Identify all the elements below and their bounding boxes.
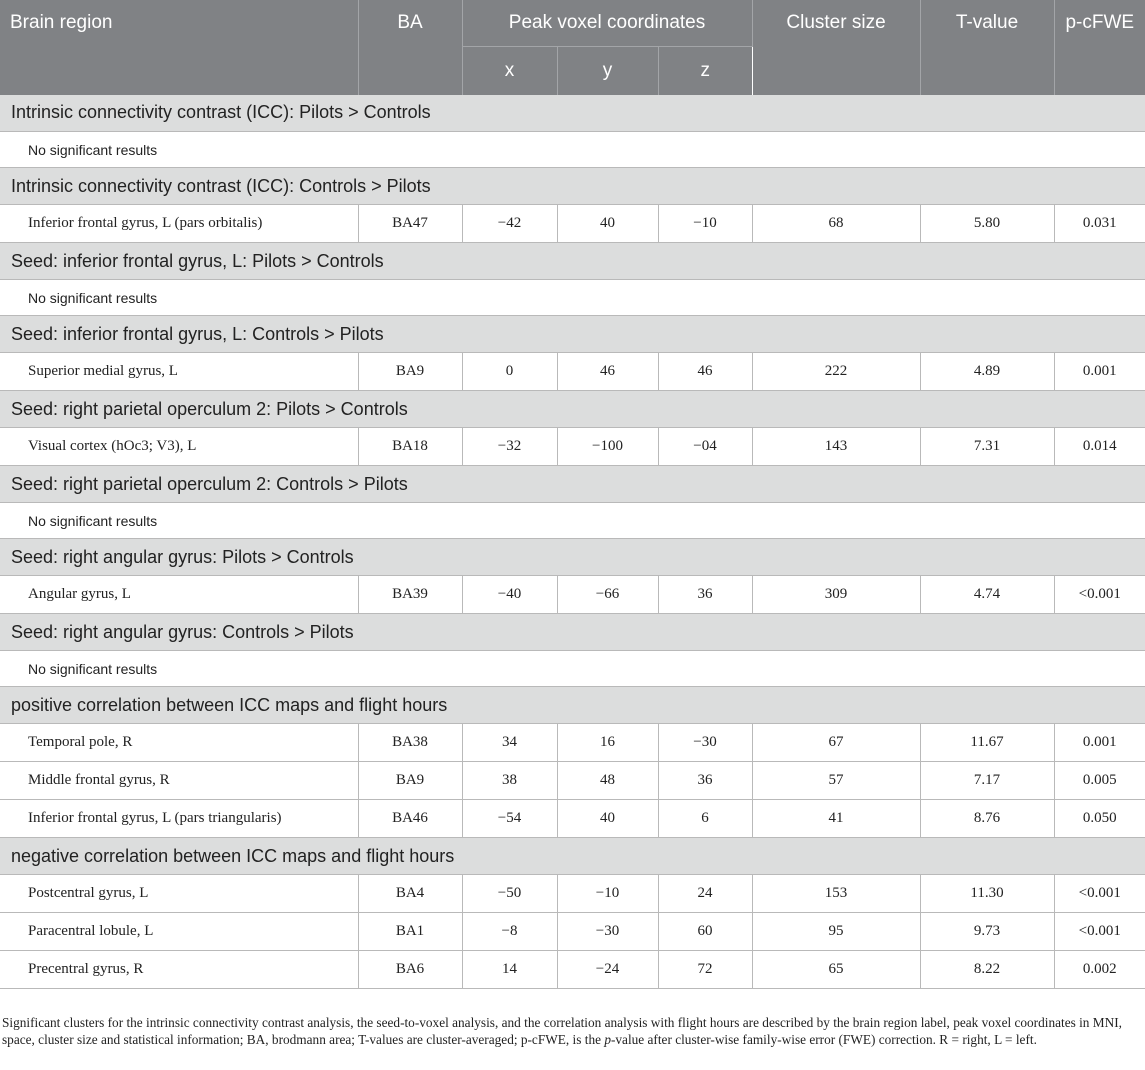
cell-p: <0.001 bbox=[1054, 576, 1145, 614]
table-row bbox=[0, 800, 1145, 838]
section-header-row bbox=[0, 168, 1145, 205]
cell-p: <0.001 bbox=[1054, 913, 1145, 951]
section-title: negative correlation between ICC maps and flight hours bbox=[0, 838, 1145, 875]
cell-p: 0.001 bbox=[1054, 353, 1145, 391]
cell-t: 11.67 bbox=[920, 724, 1054, 762]
header-cluster-size: Cluster size bbox=[752, 0, 920, 95]
cell-cluster: 95 bbox=[752, 913, 920, 951]
table-row bbox=[0, 724, 1145, 762]
header-t-value: T-value bbox=[920, 0, 1054, 95]
cell-z: 72 bbox=[658, 951, 752, 989]
cell-x: −42 bbox=[462, 205, 557, 243]
no-results-row bbox=[0, 132, 1145, 168]
cell-y: 40 bbox=[557, 800, 658, 838]
cell-p: 0.031 bbox=[1054, 205, 1145, 243]
cell-z: 36 bbox=[658, 576, 752, 614]
cell-z: −10 bbox=[658, 205, 752, 243]
table-row bbox=[0, 353, 1145, 391]
cell-p: 0.002 bbox=[1054, 951, 1145, 989]
cell-cluster: 57 bbox=[752, 762, 920, 800]
cell-y: 16 bbox=[557, 724, 658, 762]
cell-x: −32 bbox=[462, 428, 557, 466]
cell-ba: BA4 bbox=[358, 875, 462, 913]
no-results-row bbox=[0, 651, 1145, 687]
cell-p: 0.005 bbox=[1054, 762, 1145, 800]
cell-region: Middle frontal gyrus, R bbox=[0, 762, 358, 800]
no-results-text: No significant results bbox=[0, 280, 1145, 316]
section-header-row bbox=[0, 614, 1145, 651]
section-header-row bbox=[0, 391, 1145, 428]
cell-region: Paracentral lobule, L bbox=[0, 913, 358, 951]
cell-region: Postcentral gyrus, L bbox=[0, 875, 358, 913]
cell-ba: BA9 bbox=[358, 353, 462, 391]
section-header-row bbox=[0, 316, 1145, 353]
no-results-row bbox=[0, 503, 1145, 539]
cell-region: Visual cortex (hOc3; V3), L bbox=[0, 428, 358, 466]
cell-y: −10 bbox=[557, 875, 658, 913]
cell-z: 36 bbox=[658, 762, 752, 800]
cell-x: −40 bbox=[462, 576, 557, 614]
cell-cluster: 222 bbox=[752, 353, 920, 391]
cell-t: 8.76 bbox=[920, 800, 1054, 838]
cell-p: 0.050 bbox=[1054, 800, 1145, 838]
cell-x: −54 bbox=[462, 800, 557, 838]
section-title: Seed: right angular gyrus: Pilots > Controls bbox=[0, 539, 1145, 576]
cell-region: Inferior frontal gyrus, L (pars orbitalis) bbox=[0, 205, 358, 243]
footnote-p-italic: p bbox=[604, 1032, 611, 1047]
no-results-text: No significant results bbox=[0, 651, 1145, 687]
cell-y: 46 bbox=[557, 353, 658, 391]
header-x: x bbox=[462, 46, 557, 95]
footnote-text-2: -value after cluster-wise family-wise error (FWE) correction. R = right, L = left. bbox=[610, 1032, 1037, 1047]
table-footnote bbox=[2, 1014, 1140, 1048]
cell-cluster: 153 bbox=[752, 875, 920, 913]
cell-z: 60 bbox=[658, 913, 752, 951]
cell-z: −04 bbox=[658, 428, 752, 466]
cell-t: 7.31 bbox=[920, 428, 1054, 466]
section-header-row bbox=[0, 687, 1145, 724]
header-peak-voxel-coordinates: Peak voxel coordinates bbox=[462, 0, 752, 46]
cell-y: 48 bbox=[557, 762, 658, 800]
cell-y: −30 bbox=[557, 913, 658, 951]
table-row bbox=[0, 576, 1145, 614]
cell-x: −8 bbox=[462, 913, 557, 951]
cell-region: Temporal pole, R bbox=[0, 724, 358, 762]
section-header-row bbox=[0, 466, 1145, 503]
cell-p: <0.001 bbox=[1054, 875, 1145, 913]
header-ba: BA bbox=[358, 0, 462, 95]
cell-ba: BA38 bbox=[358, 724, 462, 762]
section-title: Seed: right parietal operculum 2: Controls > Pilots bbox=[0, 466, 1145, 503]
table-row bbox=[0, 428, 1145, 466]
cell-y: −100 bbox=[557, 428, 658, 466]
table-row bbox=[0, 875, 1145, 913]
cell-t: 4.89 bbox=[920, 353, 1054, 391]
cell-region: Angular gyrus, L bbox=[0, 576, 358, 614]
cell-t: 9.73 bbox=[920, 913, 1054, 951]
no-results-row bbox=[0, 280, 1145, 316]
cell-ba: BA39 bbox=[358, 576, 462, 614]
section-title: Intrinsic connectivity contrast (ICC): Controls > Pilots bbox=[0, 168, 1145, 205]
header-row-top bbox=[0, 0, 1145, 46]
no-results-text: No significant results bbox=[0, 132, 1145, 168]
cell-p: 0.001 bbox=[1054, 724, 1145, 762]
footnote-text-1: Significant clusters for the intrinsic connectivity contrast analysis, the seed-to-voxel analysis, and the correlation analysis with flight hours are described by the brain region label, peak voxel coordinates in MNI, space, cluster size and statistical information; BA, brodmann area; T-values are cluster-averaged; p-cFWE, is the bbox=[2, 1015, 1122, 1047]
cell-z: 24 bbox=[658, 875, 752, 913]
cell-z: −30 bbox=[658, 724, 752, 762]
section-header-row bbox=[0, 539, 1145, 576]
cell-region: Superior medial gyrus, L bbox=[0, 353, 358, 391]
cell-cluster: 143 bbox=[752, 428, 920, 466]
table-row bbox=[0, 951, 1145, 989]
cell-region: Inferior frontal gyrus, L (pars triangularis) bbox=[0, 800, 358, 838]
header-z: z bbox=[658, 46, 752, 95]
cell-x: 34 bbox=[462, 724, 557, 762]
cell-z: 6 bbox=[658, 800, 752, 838]
section-title: Seed: right angular gyrus: Controls > Pilots bbox=[0, 614, 1145, 651]
cell-region: Precentral gyrus, R bbox=[0, 951, 358, 989]
cell-cluster: 68 bbox=[752, 205, 920, 243]
cell-x: 14 bbox=[462, 951, 557, 989]
cell-p: 0.014 bbox=[1054, 428, 1145, 466]
table-row bbox=[0, 762, 1145, 800]
cell-cluster: 309 bbox=[752, 576, 920, 614]
section-title: Seed: right parietal operculum 2: Pilots > Controls bbox=[0, 391, 1145, 428]
cell-x: 0 bbox=[462, 353, 557, 391]
cell-ba: BA9 bbox=[358, 762, 462, 800]
cell-ba: BA46 bbox=[358, 800, 462, 838]
cell-y: −24 bbox=[557, 951, 658, 989]
cell-ba: BA1 bbox=[358, 913, 462, 951]
section-title: positive correlation between ICC maps and flight hours bbox=[0, 687, 1145, 724]
cell-cluster: 41 bbox=[752, 800, 920, 838]
cell-ba: BA6 bbox=[358, 951, 462, 989]
no-results-text: No significant results bbox=[0, 503, 1145, 539]
cell-t: 4.74 bbox=[920, 576, 1054, 614]
table-body bbox=[0, 95, 1145, 989]
cell-y: 40 bbox=[557, 205, 658, 243]
cell-cluster: 65 bbox=[752, 951, 920, 989]
cell-t: 7.17 bbox=[920, 762, 1054, 800]
header-p-cfwe: p-cFWE bbox=[1054, 0, 1145, 95]
section-header-row bbox=[0, 243, 1145, 280]
cell-t: 11.30 bbox=[920, 875, 1054, 913]
cell-x: −50 bbox=[462, 875, 557, 913]
section-header-row bbox=[0, 95, 1145, 132]
section-header-row bbox=[0, 838, 1145, 875]
cell-x: 38 bbox=[462, 762, 557, 800]
cell-y: −66 bbox=[557, 576, 658, 614]
table-row bbox=[0, 205, 1145, 243]
table-row bbox=[0, 913, 1145, 951]
cell-t: 8.22 bbox=[920, 951, 1054, 989]
section-title: Seed: inferior frontal gyrus, L: Pilots > Controls bbox=[0, 243, 1145, 280]
cell-ba: BA47 bbox=[358, 205, 462, 243]
cell-ba: BA18 bbox=[358, 428, 462, 466]
header-brain-region: Brain region bbox=[0, 0, 358, 95]
header-y: y bbox=[557, 46, 658, 95]
section-title: Intrinsic connectivity contrast (ICC): Pilots > Controls bbox=[0, 95, 1145, 132]
section-title: Seed: inferior frontal gyrus, L: Controls > Pilots bbox=[0, 316, 1145, 353]
cell-t: 5.80 bbox=[920, 205, 1054, 243]
cell-z: 46 bbox=[658, 353, 752, 391]
cell-cluster: 67 bbox=[752, 724, 920, 762]
